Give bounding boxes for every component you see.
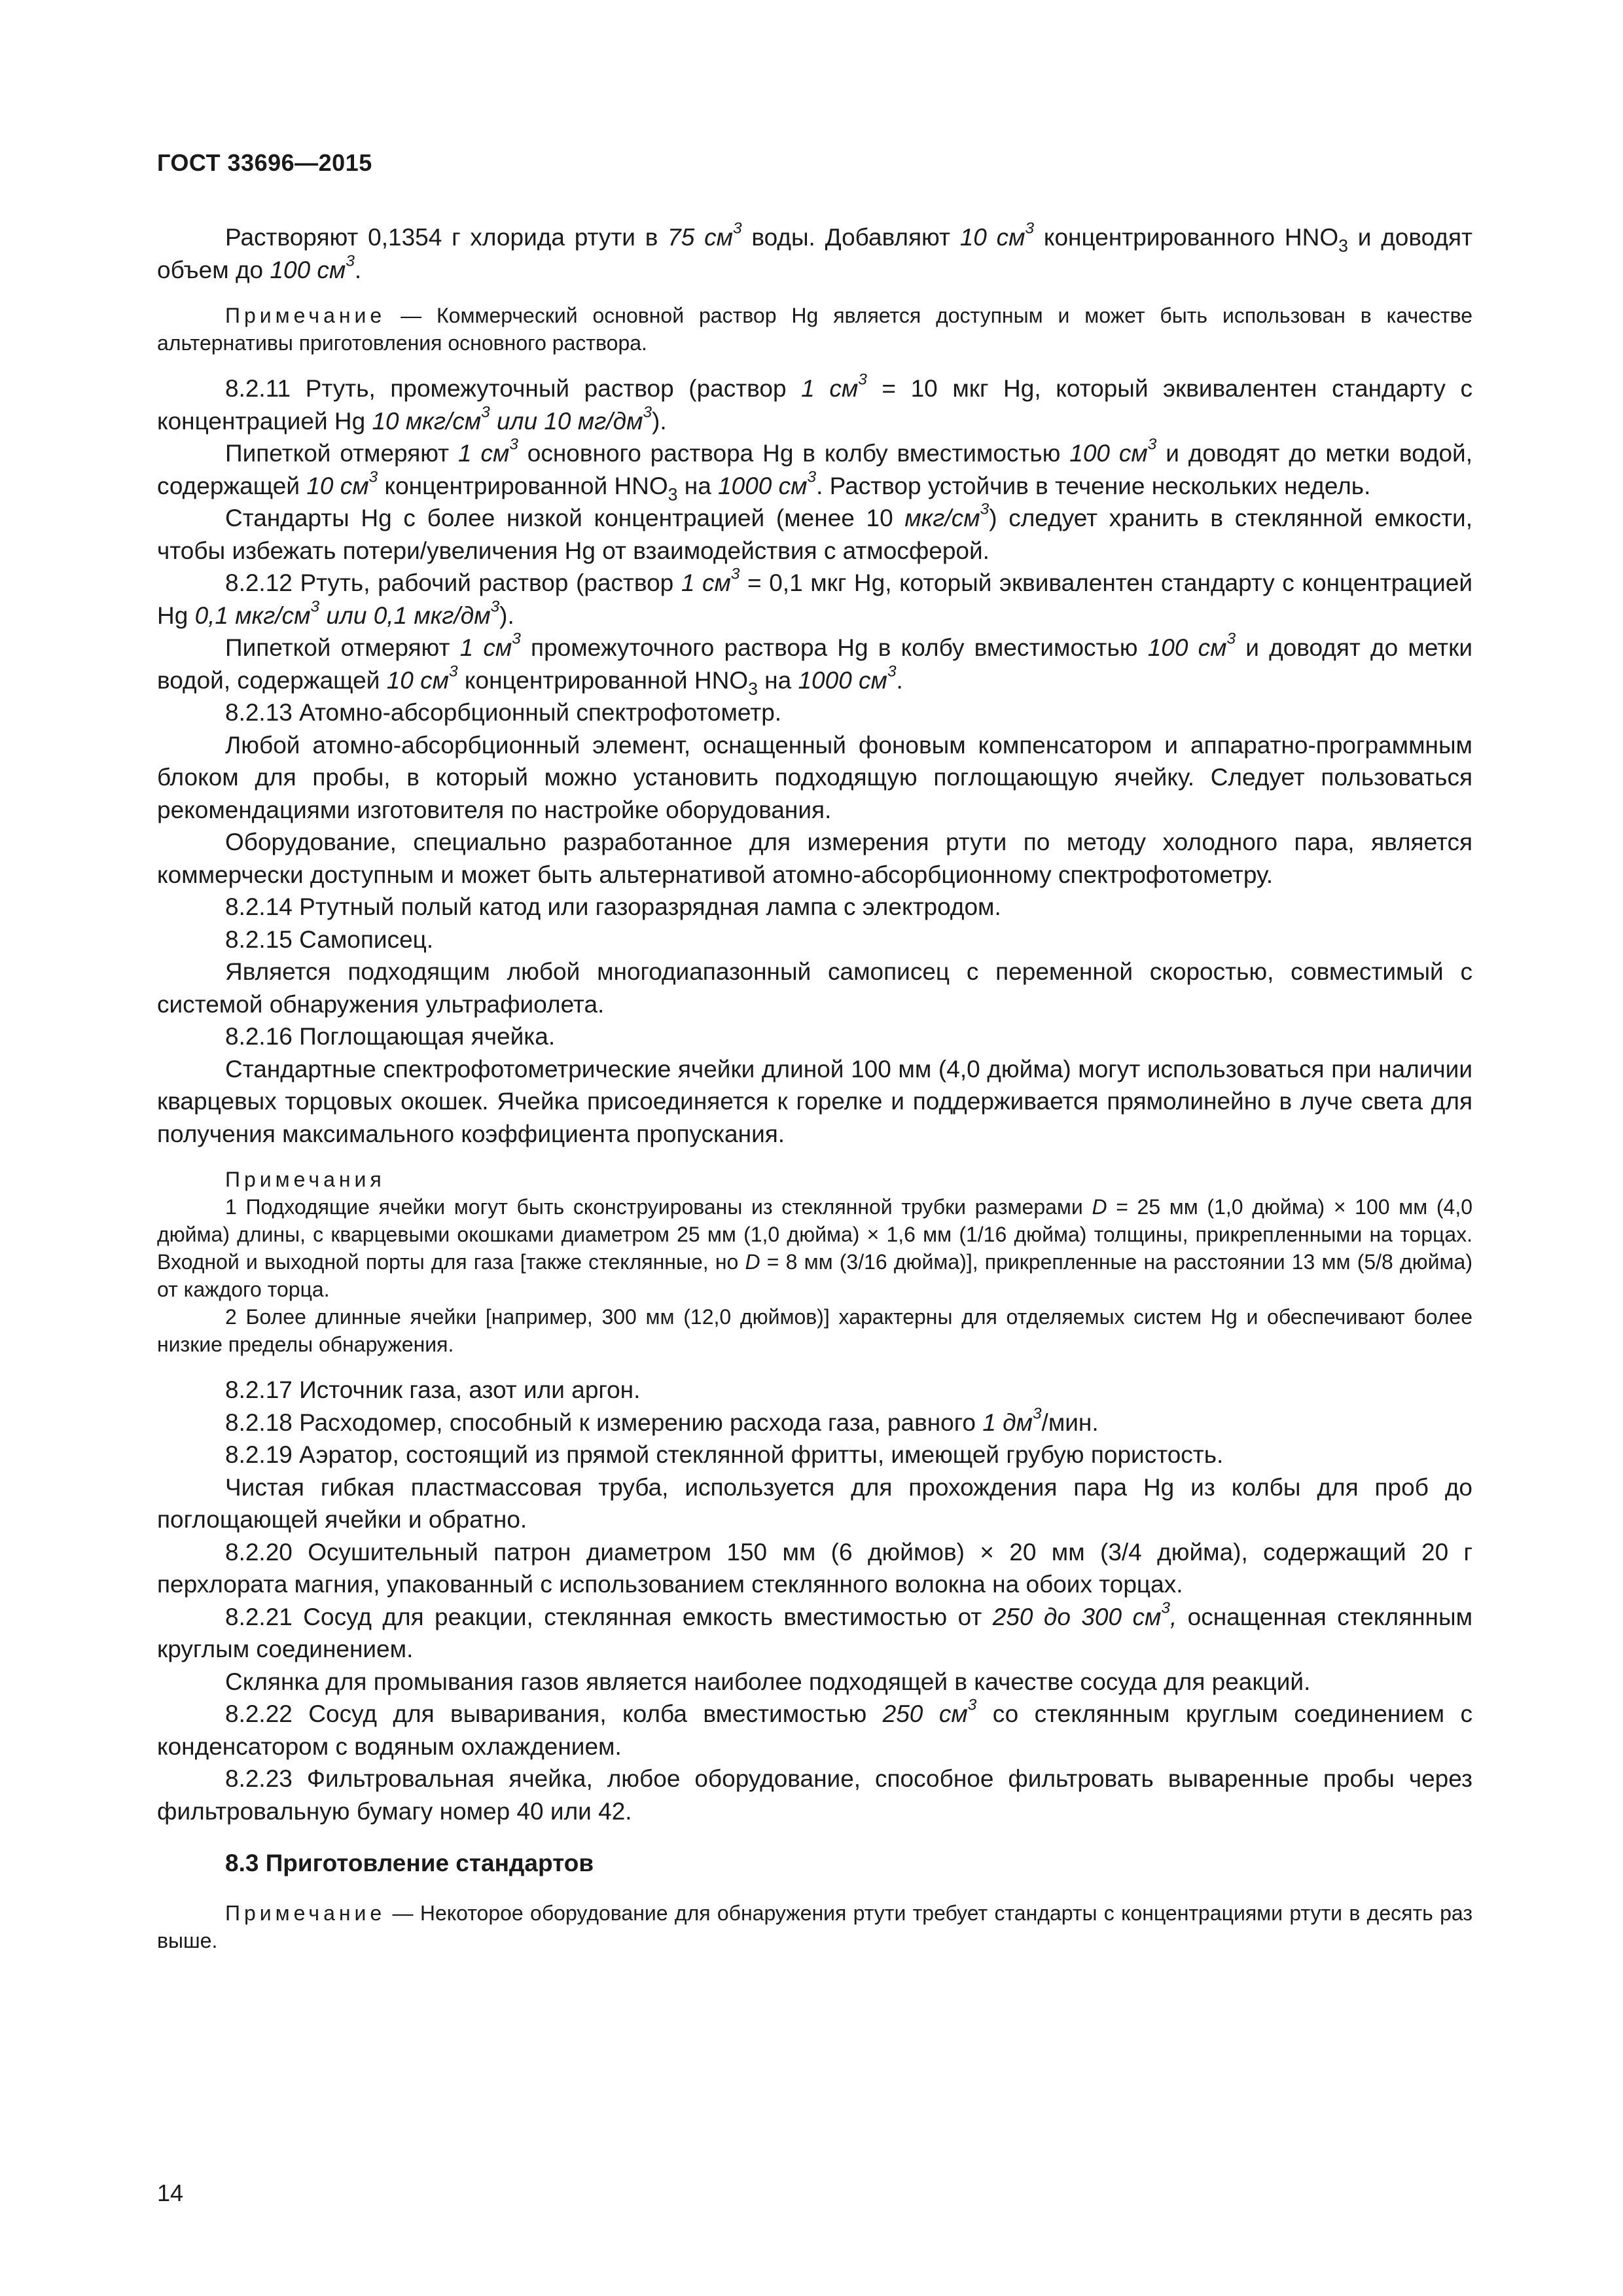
spacer [157, 357, 1472, 372]
note-paragraph: 1 Подходящие ячейки могут быть сконструированы из стеклянной трубки размерами D = 25 мм (1,0 дюйма) × 100 мм (4,0 дюйма) длины, с кварцевыми окошками диаметром 25 мм (1,0 дюйма) × 1,6 мм (1/16 дюйма) толщины, прикрепленными на торцах. Входной и выходной порты для газа [также стеклянные, но D = 8 мм (3/16 дюйма)], прикрепленные на расстоянии 13 мм (5/8 дюйма) от каждого торца. [157, 1195, 1473, 1301]
body-paragraph: 8.2.12 Ртуть, рабочий раствор (раствор 1 $см^3 = 0,1$ мкг Hg, который эквивалентен стандарту с концентрацией Hg 0,1 мкг/$см^3$ или 0,1 мкг/$дм^3$). [157, 565, 1472, 629]
spacer [157, 1358, 1472, 1374]
body-paragraph: Чистая гибкая пластмассовая труба, используется для прохождения пара Hg из колбы для проб до поглощающей ячейки и обратно. [157, 1473, 1472, 1533]
body-paragraph: 8.2.21 Сосуд для реакции, стеклянная емкость вместимостью от 250 до 300 $см^3$, оснащенная стеклянным круглым соединением. [157, 1599, 1473, 1662]
note-paragraph: Примечания [225, 1168, 385, 1191]
body-paragraph: Оборудование, специально разработанное для измерения ртути по методу холодного пара, является коммерчески доступным и может быть альтернативой атомно-абсорбционному спектрофотометру. [157, 829, 1472, 888]
body-paragraph: 8.2.15 Самописец. [225, 925, 434, 953]
body-paragraph: Является подходящим любой многодиапазонный самописец с переменной скоростью, совместимый с системой обнаружения ультрафиолета. [157, 958, 1472, 1018]
body-paragraph: 8.2.19 Аэратор, состоящий из прямой стеклянной фритты, имеющей грубую пористость. [225, 1441, 1224, 1468]
spacer [157, 1150, 1472, 1166]
body-paragraph: 8.2.11 Ртуть, промежуточный раствор (раствор 1 $см^3 = 10$ мкг Hg, который эквивалентен стандарту с концентрацией Hg 10 мкг/$см^3$ или 10 $мг/дм^3$). [157, 370, 1472, 435]
body-paragraph: Пипеткой отмеряют 1 $см^3$ промежуточного раствора Hg в колбу вместимостью 100 $см^3$ и доводят до метки водой, содержащей 10 $см^3$ концентрированной $HNO_3$ на 1000 $см^3$. [157, 630, 1472, 698]
spacer [157, 1827, 1472, 1847]
body-paragraph: Склянка для промывания газов является наиболее подходящей в качестве сосуда для реакций. [225, 1668, 1311, 1695]
body-paragraph: 8.2.22 Сосуд для вываривания, колба вместимостью 250 $см^3$ со стеклянным круглым соединением с конденсатором с водяным охлаждением. [157, 1696, 1472, 1760]
body-paragraph: Стандарты Hg с более низкой концентрацией (менее 10 мкг/$см^3$) следует хранить в стеклянной емкости, чтобы избежать потери/увеличения Hg от взаимодействия с атмосферой. [157, 500, 1472, 564]
body-paragraph: Стандартные спектрофотометрические ячейки длиной 100 мм (4,0 дюйма) могут использоваться при наличии кварцевых торцовых окошек. Ячейка присоединяется к горелке и поддерживается прямолинейно в луче света для получения максимального коэффициента пропускания. [157, 1055, 1472, 1147]
body-paragraph: Пипеткой отмеряют 1 $см^3$ основного раствора Hg в колбу вместимостью 100 $см^3$ и доводят до метки водой, содержащей 10 $см^3$ концентрированной $HNO_3$ на 1000 $см^3$. Раствор устойчив в течение нескольких недель. [157, 435, 1473, 504]
note-paragraph: 2 Более длинные ячейки [например, 300 мм (12,0 дюймов)] характерны для отделяемых систем Hg и обеспечивают более низкие пределы обнаружения. [157, 1305, 1472, 1356]
body-paragraph: 8.2.13 Атомно-абсорбционный спектрофотометр. [225, 699, 782, 726]
body-paragraph: Любой атомно-абсорбционный элемент, оснащенный фоновым компенсатором и аппаратно-программным блоком для пробы, в который можно установить подходящую поглощающую ячейку. Следует пользоваться рекомендациями изготовителя по настройке оборудования. [157, 731, 1472, 823]
page-number: 14 [157, 2179, 184, 2206]
standard-header: ГОСТ 33696—2015 [157, 149, 372, 176]
note-paragraph: Примечание — Некоторое оборудование для обнаружения ртути требует стандарты с концентрациями ртути в десять раз выше. [157, 1901, 1472, 1952]
body-paragraph: 8.2.17 Источник газа, азот или аргон. [225, 1376, 641, 1403]
section-heading: 8.3 Приготовление стандартов [225, 1850, 594, 1876]
body-paragraph: 8.2.23 Фильтровальная ячейка, любое оборудование, способное фильтровать вываренные пробы через фильтровальную бумагу номер 40 или 42. [157, 1765, 1472, 1825]
note-paragraph: Примечание — Коммерческий основной раствор Hg является доступным и может быть использован в качестве альтернативы приготовления основного раствора. [157, 304, 1472, 355]
body-paragraph: 8.2.14 Ртутный полый катод или газоразрядная лампа с электродом. [225, 893, 1001, 920]
spacer [157, 286, 1472, 302]
body-paragraph: Растворяют 0,1354 г хлорида ртути в 75 $см^3$ воды. Добавляют 10 $см^3$ концентрированного $HNO_3$ и доводят объем до 100 $см^3$. [157, 219, 1472, 283]
document-body [157, 221, 1472, 1954]
body-paragraph: 8.2.18 Расходомер, способный к измерению расхода газа, равного 1 $дм^3$/мин. [225, 1405, 1099, 1436]
spacer [157, 1880, 1472, 1899]
body-paragraph: 8.2.20 Осушительный патрон диаметром 150 мм (6 дюймов) × 20 мм (3/4 дюйма), содержащий 20 г перхлората магния, упакованный с использованием стеклянного волокна на обоих торцах. [157, 1538, 1472, 1598]
body-paragraph: 8.2.16 Поглощающая ячейка. [225, 1023, 556, 1050]
